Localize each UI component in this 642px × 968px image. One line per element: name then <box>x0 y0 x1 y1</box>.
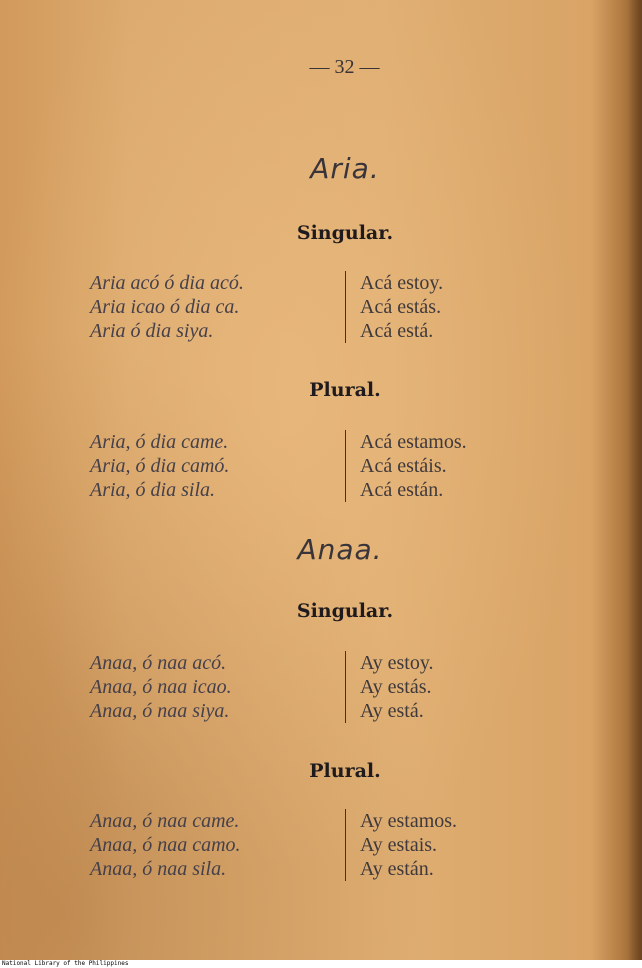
spanish-line: Ay está. <box>360 700 424 722</box>
tagalog-line: Aria ó dia siya. <box>90 320 214 342</box>
page-edge-shadow <box>628 0 642 960</box>
spanish-column <box>345 651 434 723</box>
heading-singular: Singular. <box>296 600 394 622</box>
tagalog-column <box>90 651 232 723</box>
tagalog-column <box>90 430 229 502</box>
footer-credit: National Library of the Philippines <box>2 960 129 967</box>
spanish-line: Acá están. <box>360 479 444 501</box>
spanish-column <box>345 809 457 881</box>
spanish-line: Acá estás. <box>360 296 442 318</box>
tagalog-line: Anaa, ó naa siya. <box>90 700 230 722</box>
tagalog-line: Aria, ó dia sila. <box>90 479 216 501</box>
spanish-line: Ay están. <box>360 858 434 880</box>
section-title-aria: Aria. <box>310 152 380 185</box>
spanish-line: Ay estamos. <box>360 810 458 832</box>
spanish-line: Acá está. <box>360 320 434 342</box>
spanish-line: Ay estás. <box>360 676 432 698</box>
tagalog-line: Aria icao ó dia ca. <box>90 296 240 318</box>
tagalog-line: Anaa, ó naa icao. <box>90 676 232 698</box>
spanish-line: Acá estamos. <box>360 431 467 453</box>
heading-plural: Plural. <box>309 760 381 782</box>
tagalog-line: Anaa, ó naa acó. <box>90 652 227 674</box>
spanish-column <box>345 430 467 502</box>
tagalog-line: Anaa, ó naa camo. <box>90 834 241 856</box>
heading-plural: Plural. <box>309 379 381 401</box>
tagalog-line: Anaa, ó naa sila. <box>90 858 227 880</box>
tagalog-column <box>90 809 241 881</box>
spanish-line: Ay estoy. <box>360 652 434 674</box>
tagalog-column <box>90 271 244 343</box>
tagalog-line: Anaa, ó naa came. <box>90 810 240 832</box>
tagalog-line: Aria, ó dia camó. <box>90 455 230 477</box>
heading-singular: Singular. <box>296 222 394 244</box>
section-title-anaa: Anaa. <box>297 533 383 566</box>
spanish-line: Acá estáis. <box>360 455 447 477</box>
spanish-column <box>345 271 443 343</box>
tagalog-line: Aria acó ó dia acó. <box>90 272 244 294</box>
spanish-line: Ay estais. <box>360 834 438 856</box>
page-number: — 32 — <box>309 56 380 78</box>
tagalog-line: Aria, ó dia came. <box>90 431 229 453</box>
spanish-line: Acá estoy. <box>360 272 444 294</box>
